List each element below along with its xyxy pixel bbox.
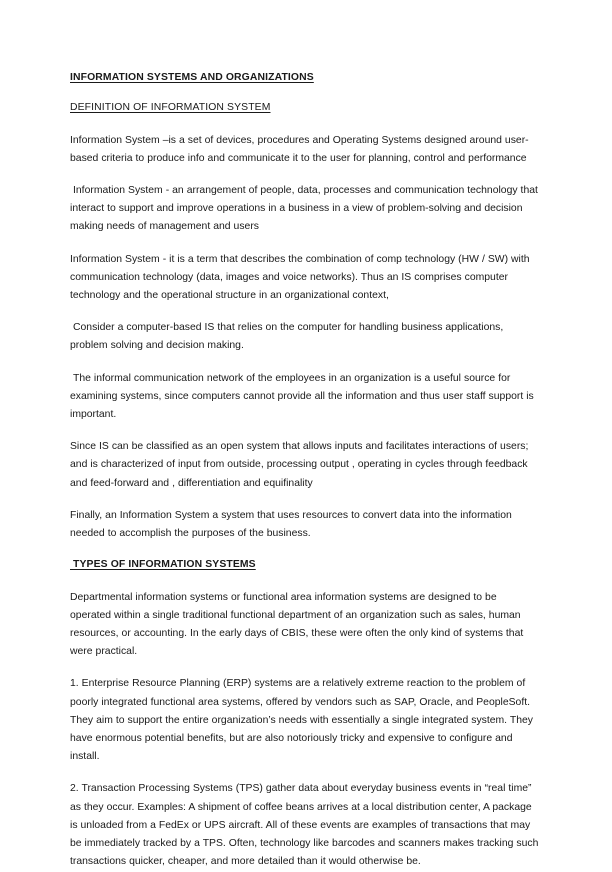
section-heading-types bbox=[70, 557, 540, 572]
paragraph-definition-4: Consider a computer-based IS that relies on the computer for handling business applications, problem solving and decision making. bbox=[70, 322, 507, 352]
paragraph-summary: Finally, an Information System a system that uses resources to convert data into the information needed to accomplish the purposes of the business. bbox=[70, 509, 515, 539]
page-title bbox=[70, 70, 540, 85]
section-heading-definition-text: DEFINITION OF INFORMATION SYSTEM bbox=[70, 101, 271, 113]
section-heading-types-text: TYPES OF INFORMATION SYSTEMS bbox=[70, 559, 256, 571]
paragraph-open-system: Since IS can be classified as an open system that allows inputs and facilitates interactions of users; and is characterized of input from outside, processing output , operating in cycles through feedback and feed-forward and , differentiation and equifinality bbox=[70, 441, 532, 489]
section-heading-definition bbox=[70, 100, 540, 115]
paragraph-tps: 2. Transaction Processing Systems (TPS) gather data about everyday business events in “real time” as they occur. Examples: A shipment of coffee beans arrives at a local distribution center, A package is unloaded from a FedEx or UPS aircraft. All of these events are examples of transactions that may be immediately tracked by a TPS. Often, technology like barcodes and scanners makes tracking such transactions quicker, cheaper, and more detailed than it would otherwise be. bbox=[70, 783, 542, 868]
paragraph-erp: 1. Enterprise Resource Planning (ERP) systems are a relatively extreme reaction to the problem of poorly integrated functional area systems, offered by vendors such as SAP, Oracle, and PeopleSoft. They aim to support the entire organization’s needs with essentially a single integrated system. They have enormous potential benefits, but are also notoriously tricky and expensive to configure and install. bbox=[70, 678, 536, 763]
paragraph-definition-2: Information System - an arrangement of people, data, processes and communication technology that interact to support and improve operations in a business in a view of problem-solving and decision making needs of management and users bbox=[70, 184, 541, 233]
paragraph-departmental-systems: Departmental information systems or functional area information systems are designed to be operated within a single traditional functional department of an organization such as sales, human resources, or accounting. In the early days of CBIS, these were often the only kind of systems that were practical. bbox=[70, 591, 527, 658]
page-title-text: INFORMATION SYSTEMS AND ORGANIZATIONS bbox=[70, 72, 314, 83]
paragraph-informal-network: The informal communication network of the employees in an organization is a useful source for examining systems, since computers cannot provide all the information and thus user staff support is important. bbox=[70, 372, 537, 420]
document-body bbox=[70, 70, 540, 872]
paragraph-definition-1: Information System –is a set of devices, procedures and Operating Systems designed around user-based criteria to produce info and communicate it to the user for planning, control and performance bbox=[70, 134, 529, 164]
paragraph-definition-3: Information System - it is a term that describes the combination of comp technology (HW / SW) with communication technology (data, images and voice networks). Thus an IS comprises computer technology and the operational structure in an organizational context, bbox=[70, 253, 533, 301]
